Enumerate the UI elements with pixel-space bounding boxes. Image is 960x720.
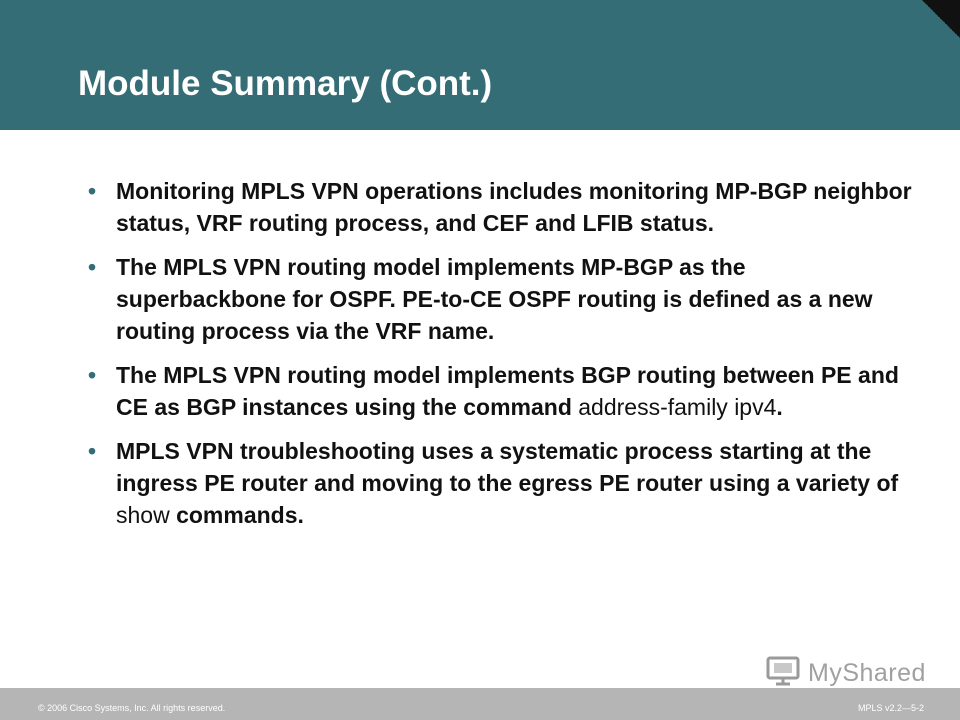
bullet-icon: •: [88, 362, 97, 388]
watermark-text: MyShared: [808, 658, 926, 687]
bullet-text: MPLS VPN troubleshooting uses a systematic process starting at the ingress PE router and moving to the egress PE router using a variety of: [116, 438, 899, 496]
bullet-icon: •: [88, 438, 97, 464]
corner-mark: [922, 0, 960, 38]
bullet-text: The MPLS VPN routing model implements MP-BGP as the superbackbone for OSPF. PE-to-CE OSPF routing is defined as a new routing process via the VRF name.: [116, 254, 873, 344]
bullet-text-end: commands.: [169, 502, 304, 528]
watermark: [766, 656, 926, 690]
slide-number: MPLS v2.2—5-2: [857, 703, 924, 713]
bullet-list: [88, 175, 918, 543]
bullet-item: [88, 251, 918, 347]
bullet-icon: •: [88, 178, 97, 204]
bullet-icon: •: [88, 254, 97, 280]
command-text: address-family ipv4: [578, 394, 777, 420]
bullet-item: [88, 359, 918, 423]
slide-title: Module Summary (Cont.): [78, 64, 493, 103]
bullet-item: [88, 435, 918, 531]
copyright-text: © 2006 Cisco Systems, Inc. All rights reserved.: [38, 703, 226, 713]
bullet-text: The MPLS VPN routing model implements BGP routing between PE and CE as BGP instances using the command: [116, 362, 899, 420]
bullet-item: [88, 175, 918, 239]
bullet-text: Monitoring MPLS VPN operations includes monitoring MP-BGP neighbor status, VRF routing process, and CEF and LFIB status.: [116, 178, 912, 236]
presentation-screen-icon: [766, 656, 802, 691]
command-text: show: [116, 502, 170, 528]
bullet-text-end: .: [776, 394, 783, 420]
